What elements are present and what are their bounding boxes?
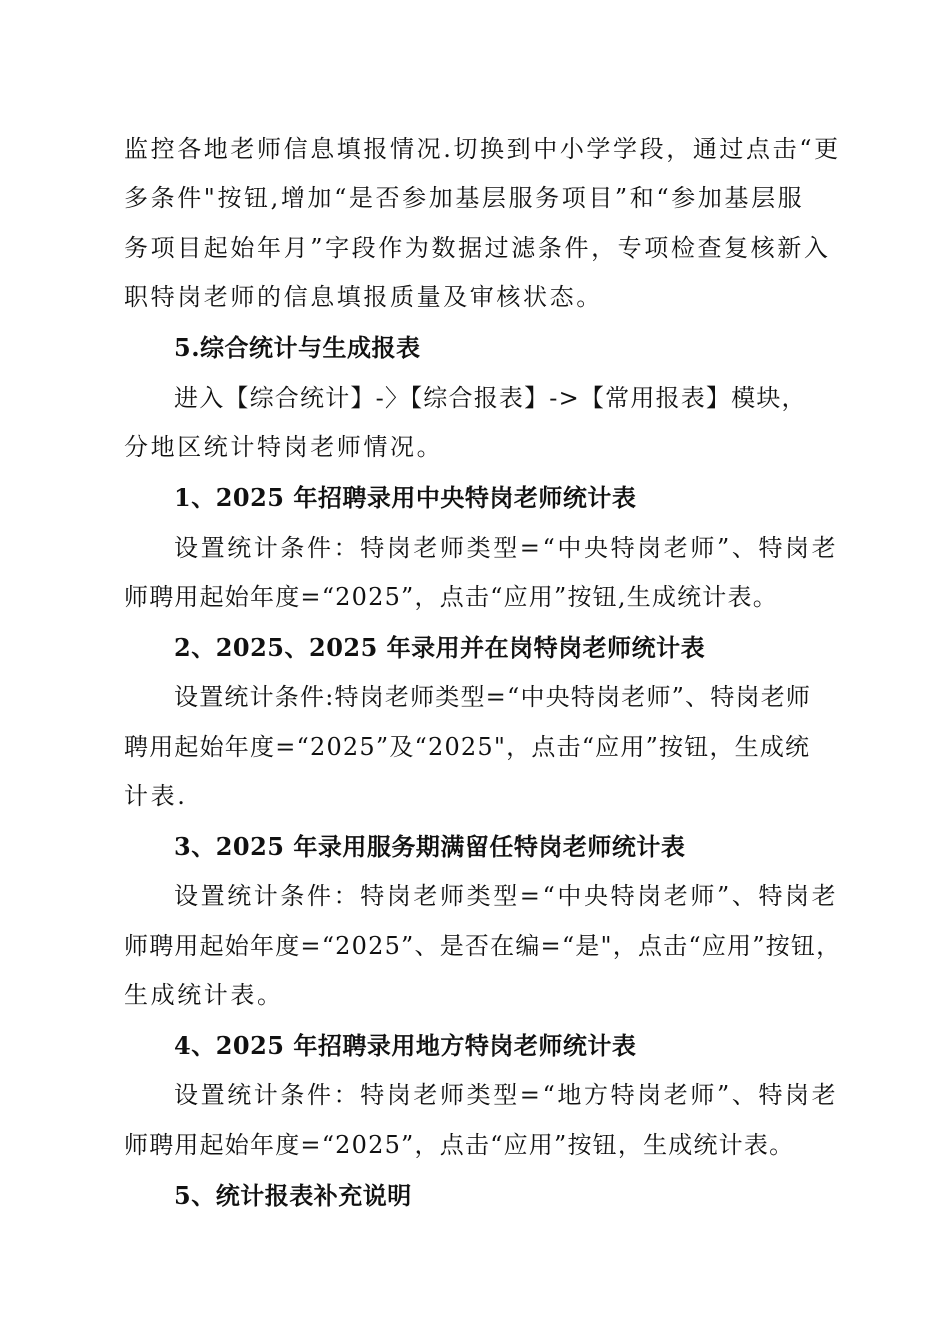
paragraph-line: 师聘用起始年度=“2025”、是否在编=“是"，点击“应用”按钮， — [124, 932, 842, 960]
item-heading: 4、2025 年招聘录用地方特岗老师统计表 — [174, 1031, 637, 1060]
paragraph-line: 多条件"按钮,增加“是否参加基层服务项目”和“参加基层服 — [124, 184, 805, 212]
item-heading: 2、2025、2025 年录用并在岗特岗老师统计表 — [174, 633, 706, 662]
paragraph-line: 师聘用起始年度=“2025”，点击“应用”按钮,生成统计表。 — [124, 583, 778, 611]
paragraph-line: 监控各地老师信息填报情况.切换到中小学学段，通过点击“更 — [124, 135, 841, 163]
paragraph-line: 聘用起始年度=“2025”及“2025"，点击“应用”按钮，生成统 — [124, 733, 811, 761]
item-heading: 1、2025 年招聘录用中央特岗老师统计表 — [174, 483, 637, 512]
paragraph-line: 分地区统计特岗老师情况。 — [124, 433, 444, 461]
paragraph-line: 设置统计条件:特岗老师类型=“中央特岗老师”、特岗老师 — [174, 683, 812, 711]
paragraph-line: 职特岗老师的信息填报质量及审核状态。 — [124, 283, 603, 311]
paragraph-line: 设置统计条件：特岗老师类型=“中央特岗老师”、特岗老 — [174, 882, 839, 910]
paragraph-line: 务项目起始年月”字段作为数据过滤条件，专项检查复核新入 — [124, 234, 831, 262]
item-heading: 3、2025 年录用服务期满留任特岗老师统计表 — [174, 832, 686, 861]
paragraph-line: 计表. — [124, 782, 188, 810]
paragraph-line: 生成统计表。 — [124, 981, 284, 1009]
paragraph-line: 设置统计条件：特岗老师类型=“中央特岗老师”、特岗老 — [174, 534, 839, 562]
paragraph-line: 师聘用起始年度=“2025”，点击“应用”按钮，生成统计表。 — [124, 1131, 795, 1159]
section-heading: 5.综合统计与生成报表 — [174, 333, 421, 362]
item-heading: 5、统计报表补充说明 — [174, 1181, 412, 1210]
paragraph-line: 进入【综合统计】-〉【综合报表】->【常用报表】模块， — [174, 384, 807, 412]
paragraph-line: 设置统计条件：特岗老师类型=“地方特岗老师”、特岗老 — [174, 1081, 839, 1109]
